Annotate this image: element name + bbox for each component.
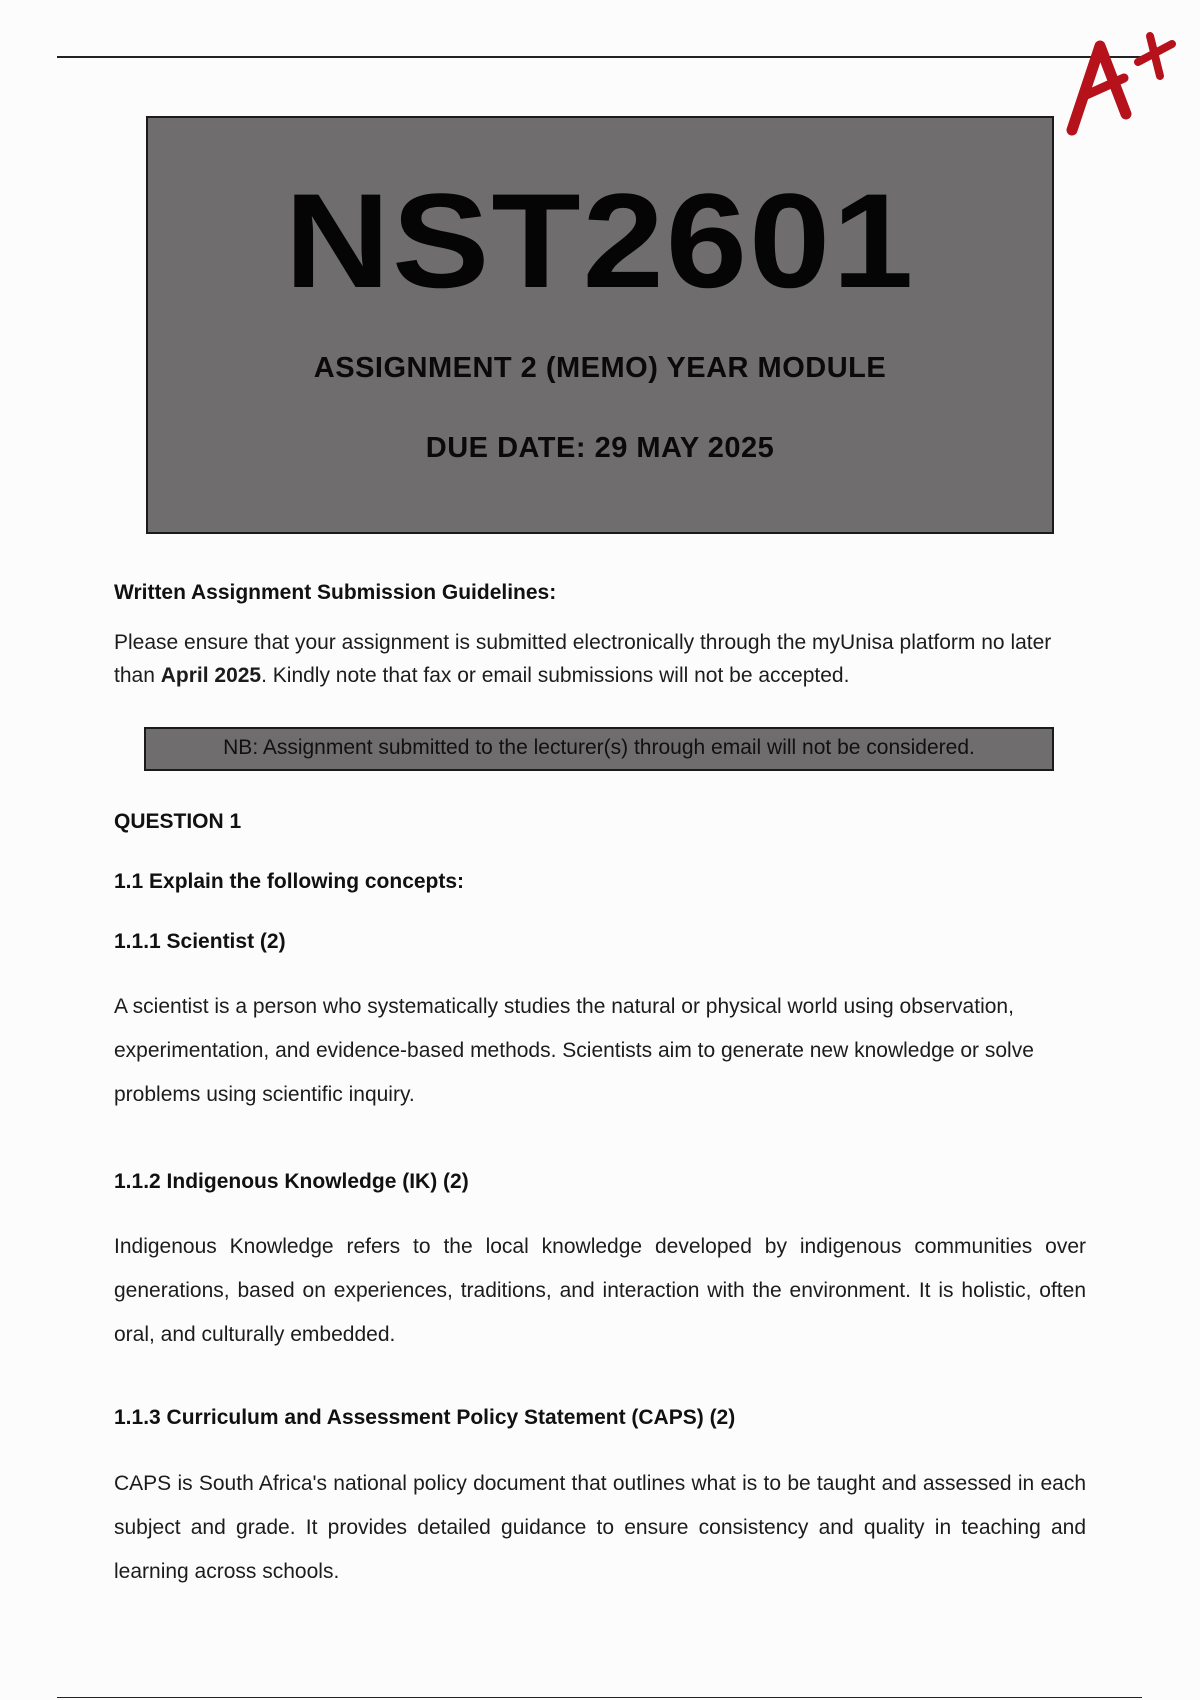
question-1-1-2-heading: 1.1.2 Indigenous Knowledge (IK) (2)	[114, 1170, 469, 1193]
cover-box	[146, 116, 1054, 534]
top-rule	[57, 56, 1142, 58]
assignment-subtitle: ASSIGNMENT 2 (MEMO) YEAR MODULE	[313, 352, 887, 384]
nb-notice: NB: Assignment submitted to the lecturer(s) through email will not be considered.	[144, 727, 1054, 771]
question-1-1-3-answer: CAPS is South Africa's national policy document that outlines what is to be taught and assessed in each subject and grade. It provides detailed guidance to ensure consistency and quality in teaching and learning across schools.	[114, 1472, 1086, 1583]
guidelines-text-start: Please ensure that your assignment is submitted electronically through the myUnisa platform no later than	[114, 631, 1052, 687]
bottom-rule	[57, 1697, 1142, 1698]
question-1-heading: QUESTION 1	[114, 810, 242, 833]
course-code: NST2601	[284, 165, 916, 316]
guidelines-text	[114, 626, 1086, 692]
question-1-1-3-heading: 1.1.3 Curriculum and Assessment Policy Statement (CAPS) (2)	[114, 1406, 736, 1429]
due-date: DUE DATE: 29 MAY 2025	[425, 432, 775, 464]
question-1-1-2-answer: Indigenous Knowledge refers to the local knowledge developed by indigenous communities over generations, based on experiences, traditions, and interaction with the environment. It is holistic, often oral, and culturally embedded.	[114, 1235, 1086, 1346]
guidelines-text-end: . Kindly note that fax or email submissions will not be accepted.	[261, 664, 850, 687]
question-1-1-heading: 1.1 Explain the following concepts:	[114, 870, 465, 893]
guidelines-heading: Written Assignment Submission Guidelines:	[114, 581, 557, 604]
grade-mark-stamp	[1060, 22, 1190, 142]
question-1-1-1-answer: A scientist is a person who systematically studies the natural or physical world using observation, experimentation, and evidence-based methods. Scientists aim to generate new knowledge or solve problems using scientific inquiry.	[114, 995, 1034, 1106]
guidelines-deadline: April 2025	[160, 664, 262, 687]
question-1-1-1-heading: 1.1.1 Scientist (2)	[114, 930, 286, 953]
